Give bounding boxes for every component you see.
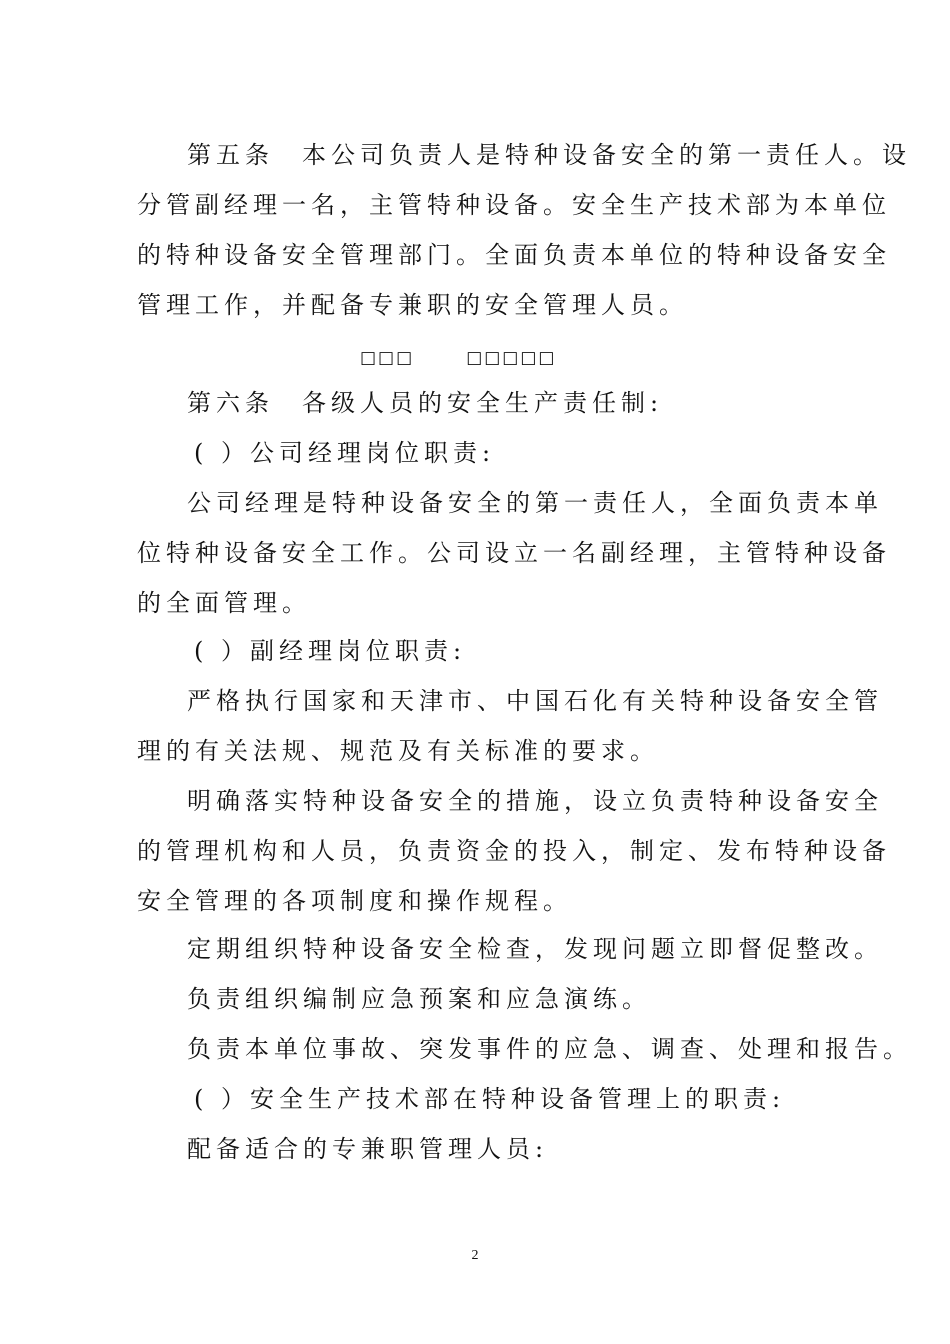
paragraph-line: 明确落实特种设备安全的措施，设立负责特种设备安全: [187, 787, 883, 815]
paragraph-line: 位特种设备安全工作。公司设立一名副经理，主管特种设备: [137, 539, 891, 567]
article-label: 第五条: [187, 141, 274, 169]
paragraph-line: 安全管理的各项制度和操作规程。: [137, 887, 572, 915]
section-number: □□□: [360, 348, 415, 368]
paragraph-line: 公司经理是特种设备安全的第一责任人，全面负责本单: [187, 489, 883, 517]
paragraph-line: 的全面管理。: [137, 589, 311, 617]
article-label: 第六条: [187, 389, 274, 417]
page-number: 2: [471, 1248, 479, 1263]
list-item-heading: ( ）副经理岗位职责:: [194, 637, 467, 665]
paragraph-line: 的管理机构和人员，负责资金的投入，制定、发布特种设备: [137, 837, 891, 865]
paragraph-line: 严格执行国家和天津市、中国石化有关特种设备安全管: [187, 687, 883, 715]
article-text: 各级人员的安全生产责任制:: [302, 389, 664, 417]
paragraph-line: 管理工作，并配备专兼职的安全管理人员。: [137, 291, 688, 319]
section-heading: [360, 343, 950, 373]
paragraph-line: [187, 140, 911, 170]
paragraph-line: 配备适合的专兼职管理人员:: [187, 1135, 549, 1163]
list-item-heading: ( ）安全生产技术部在特种设备管理上的职责:: [194, 1085, 786, 1113]
article-text: 本公司负责人是特种设备安全的第一责任人。设: [302, 141, 911, 169]
paragraph-line: 负责组织编制应急预案和应急演练。: [187, 985, 651, 1013]
paragraph-line: 定期组织特种设备安全检查，发现问题立即督促整改。: [187, 935, 883, 963]
paragraph-line: 负责本单位事故、突发事件的应急、调查、处理和报告。: [187, 1035, 912, 1063]
paragraph-line: 的特种设备安全管理部门。全面负责本单位的特种设备安全: [137, 241, 891, 269]
section-title: □□□□□: [466, 348, 557, 368]
paragraph-line: [187, 388, 877, 418]
paragraph-line: 理的有关法规、规范及有关标准的要求。: [137, 737, 659, 765]
list-item-heading: ( ）公司经理岗位职责:: [194, 439, 496, 467]
paragraph-line: 分管副经理一名，主管特种设备。安全生产技术部为本单位: [137, 191, 891, 219]
